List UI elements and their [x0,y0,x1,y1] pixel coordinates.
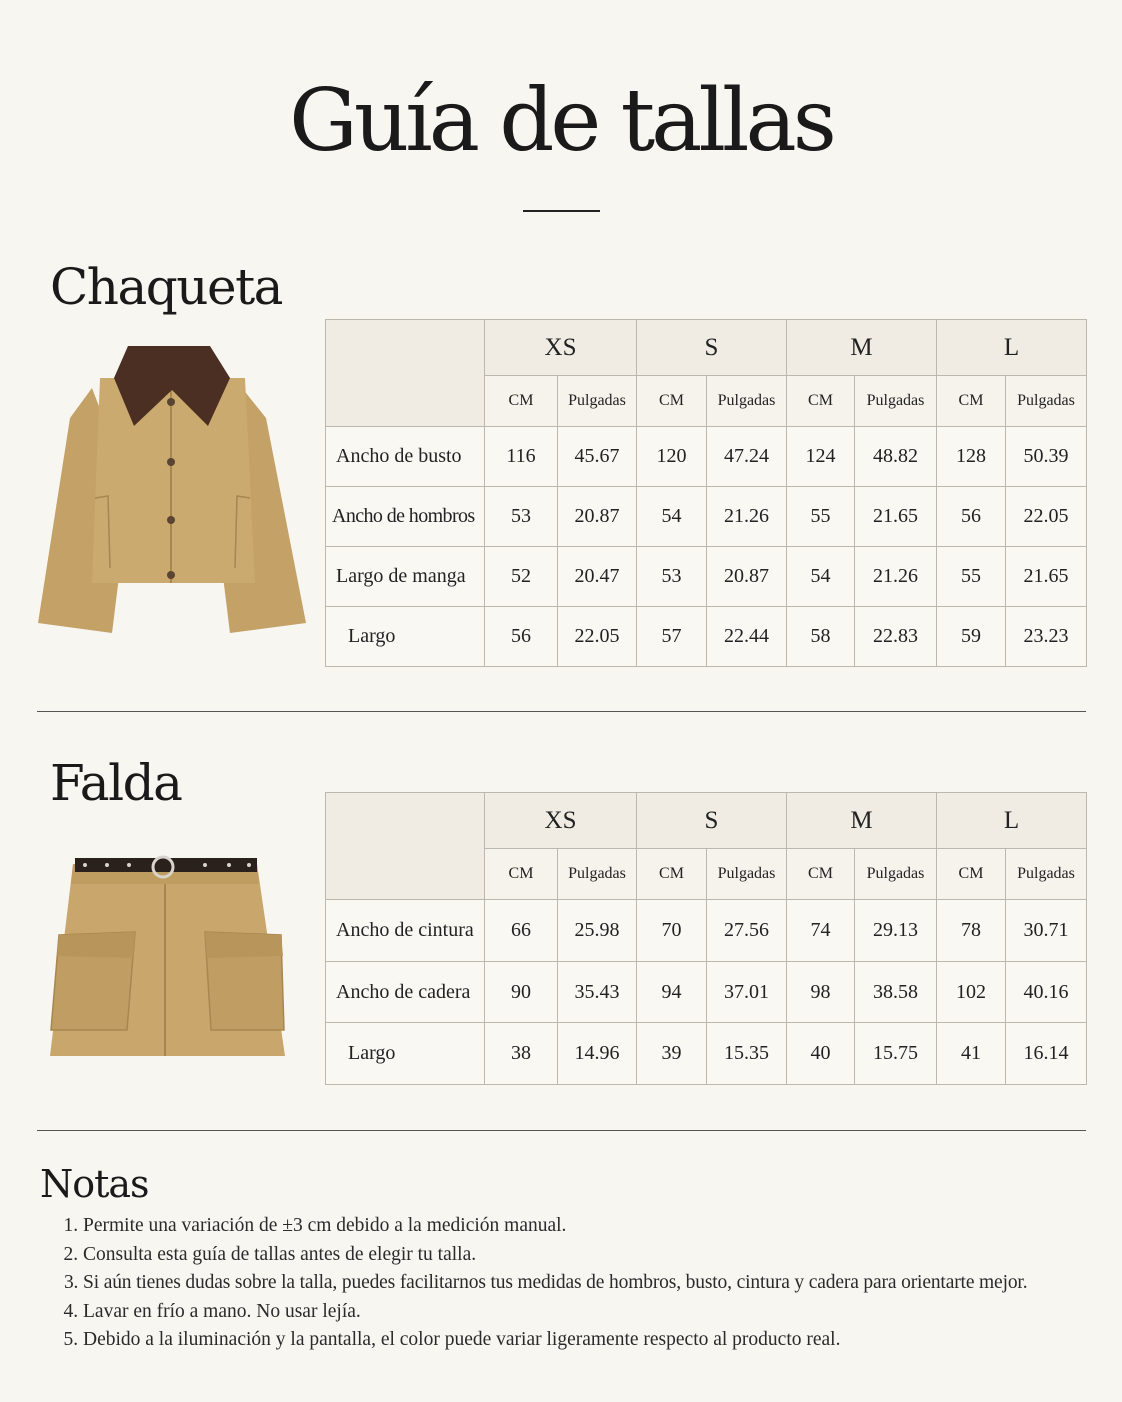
table-cell: 21.65 [855,487,937,547]
table-cell: 21.26 [707,487,787,547]
unit-cm: CM [787,376,855,427]
unit-inches: Pulgadas [558,376,637,427]
table-cell: 128 [937,427,1006,487]
size-header-m: M [787,320,937,376]
jacket-heading: Chaqueta [50,258,282,316]
table-cell: 22.05 [1006,487,1087,547]
table-cell: 15.35 [707,1023,787,1085]
unit-inches: Pulgadas [558,849,637,900]
table-cell: 41 [937,1023,1006,1085]
table-corner [326,320,485,427]
table-cell: 22.44 [707,607,787,667]
table-cell: 20.87 [558,487,637,547]
unit-cm: CM [937,376,1006,427]
table-row [326,962,1087,1023]
table-cell: 23.23 [1006,607,1087,667]
table-row [326,607,1087,667]
table-cell: 53 [485,487,558,547]
row-label: Ancho de cadera [326,962,485,1023]
table-cell: 38 [485,1023,558,1085]
table-cell: 120 [637,427,707,487]
row-label: Largo de manga [326,547,485,607]
row-label: Largo [326,1023,485,1085]
table-row [326,427,1087,487]
size-header-s: S [637,320,787,376]
table-cell: 53 [637,547,707,607]
skirt-size-table [325,792,1087,1085]
table-cell: 47.24 [707,427,787,487]
page-title: Guía de tallas [289,71,833,171]
note-item: 1. Permite una variación de ±3 cm debido a la medición manual. [83,1212,1122,1241]
unit-cm: CM [637,849,707,900]
size-header-s: S [637,793,787,849]
note-item: 5. Debido a la iluminación y la pantalla, el color puede variar ligeramente respecto al producto real. [83,1326,1122,1355]
unit-inches: Pulgadas [1006,849,1087,900]
table-cell: 52 [485,547,558,607]
table-cell: 56 [485,607,558,667]
table-cell: 16.14 [1006,1023,1087,1085]
table-cell: 54 [637,487,707,547]
table-cell: 59 [937,607,1006,667]
table-cell: 58 [787,607,855,667]
table-row [326,1023,1087,1085]
jacket-size-table [325,319,1087,667]
notes-list [45,1212,1122,1355]
table-row [326,487,1087,547]
table-cell: 21.26 [855,547,937,607]
row-label: Ancho de busto [326,427,485,487]
row-label: Ancho de cintura [326,900,485,962]
notes-heading: Notas [40,1162,149,1206]
table-cell: 57 [637,607,707,667]
table-cell: 14.96 [558,1023,637,1085]
table-cell: 27.56 [707,900,787,962]
table-cell: 98 [787,962,855,1023]
table-cell: 56 [937,487,1006,547]
size-header-xs: XS [485,320,637,376]
table-cell: 38.58 [855,962,937,1023]
table-cell: 37.01 [707,962,787,1023]
unit-cm: CM [637,376,707,427]
table-cell: 70 [637,900,707,962]
skirt-heading: Falda [50,754,182,812]
table-cell: 116 [485,427,558,487]
table-cell: 45.67 [558,427,637,487]
table-cell: 102 [937,962,1006,1023]
table-cell: 50.39 [1006,427,1087,487]
size-header-m: M [787,793,937,849]
unit-inches: Pulgadas [707,849,787,900]
table-cell: 78 [937,900,1006,962]
table-cell: 29.13 [855,900,937,962]
table-cell: 20.87 [707,547,787,607]
section-divider [37,711,1086,712]
table-row [326,547,1087,607]
jacket-image [30,338,315,638]
unit-inches: Pulgadas [1006,376,1087,427]
unit-inches: Pulgadas [855,849,937,900]
unit-cm: CM [485,849,558,900]
table-cell: 40 [787,1023,855,1085]
table-cell: 54 [787,547,855,607]
table-corner [326,793,485,900]
table-cell: 94 [637,962,707,1023]
note-item: 3. Si aún tienes dudas sobre la talla, puedes facilitarnos tus medidas de hombros, busto, cintura y cadera para orientarte mejor. [83,1269,1122,1298]
unit-cm: CM [485,376,558,427]
table-cell: 21.65 [1006,547,1087,607]
table-cell: 90 [485,962,558,1023]
table-cell: 124 [787,427,855,487]
row-label: Ancho de hombros [326,487,485,547]
table-cell: 66 [485,900,558,962]
note-item: 4. Lavar en frío a mano. No usar lejía. [83,1298,1122,1327]
table-cell: 40.16 [1006,962,1087,1023]
row-label: Largo [326,607,485,667]
table-cell: 22.05 [558,607,637,667]
table-cell: 55 [787,487,855,547]
table-cell: 48.82 [855,427,937,487]
table-cell: 15.75 [855,1023,937,1085]
note-item: 2. Consulta esta guía de tallas antes de elegir tu talla. [83,1241,1122,1270]
unit-cm: CM [787,849,855,900]
title-underline [523,210,600,212]
size-header-xs: XS [485,793,637,849]
table-cell: 74 [787,900,855,962]
table-cell: 25.98 [558,900,637,962]
size-header-l: L [937,320,1087,376]
table-cell: 55 [937,547,1006,607]
table-cell: 20.47 [558,547,637,607]
table-cell: 39 [637,1023,707,1085]
unit-inches: Pulgadas [855,376,937,427]
skirt-image [45,850,290,1062]
table-cell: 22.83 [855,607,937,667]
unit-cm: CM [937,849,1006,900]
unit-inches: Pulgadas [707,376,787,427]
table-cell: 30.71 [1006,900,1087,962]
table-cell: 35.43 [558,962,637,1023]
section-divider [37,1130,1086,1131]
table-row [326,900,1087,962]
size-header-l: L [937,793,1087,849]
